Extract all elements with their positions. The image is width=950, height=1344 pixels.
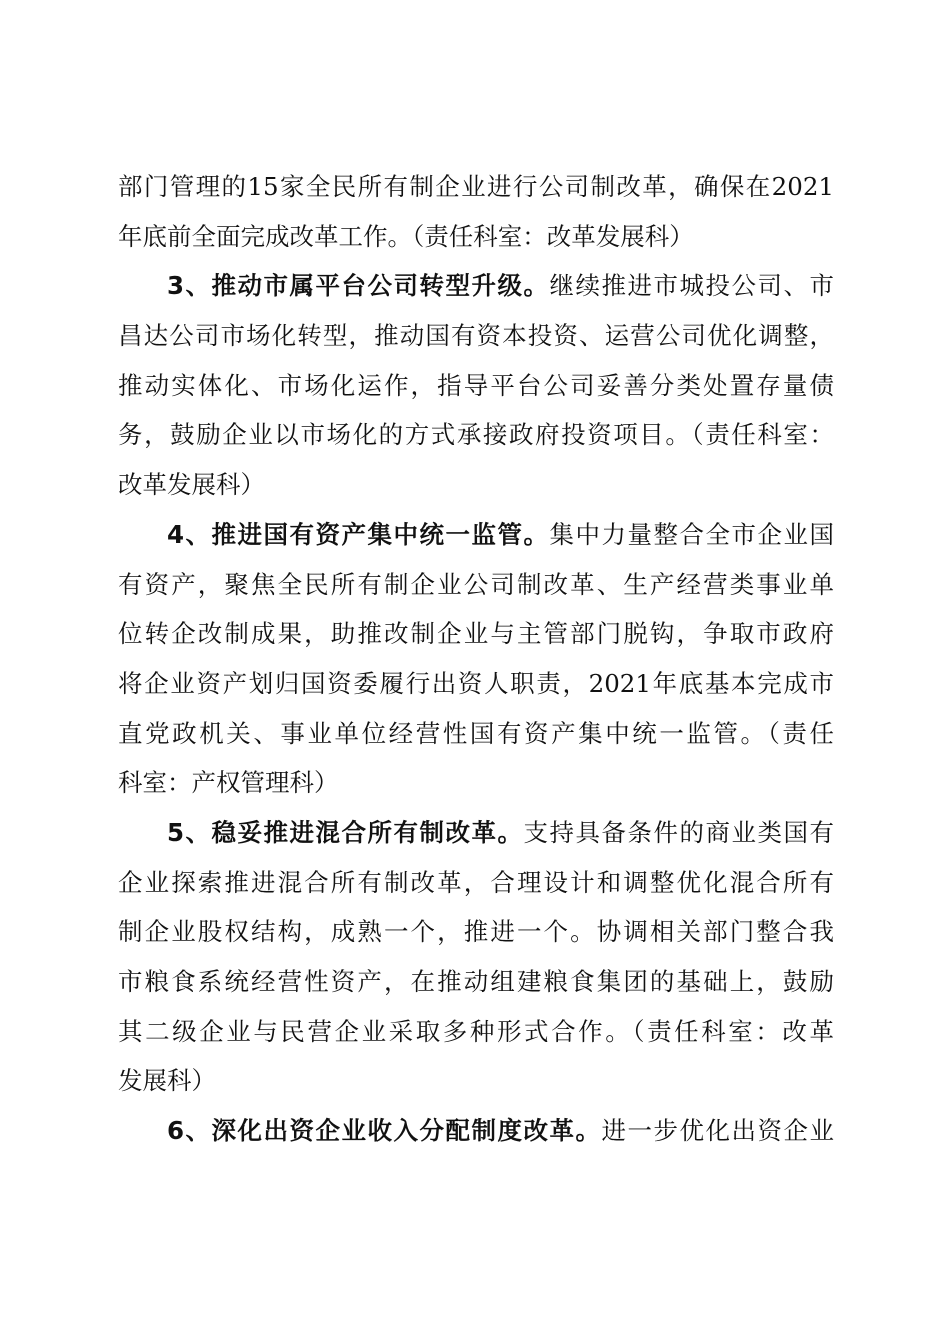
- line-text: 发展科）: [118, 1066, 216, 1096]
- paragraph-line: [118, 758, 834, 808]
- paragraph-line: [118, 361, 834, 411]
- paragraph-line: [118, 1007, 834, 1057]
- section-heading-line: [118, 808, 834, 858]
- paragraph-line: [118, 1056, 834, 1106]
- line-text: 直党政机关、事业单位经营性国有资产集中统一监管。（责任: [118, 718, 834, 748]
- line-text: 有资产，聚焦全民所有制企业公司制改革、生产经营类事业单: [118, 569, 834, 599]
- line-text: 推动实体化、市场化运作，指导平台公司妥善分类处置存量债: [118, 370, 834, 400]
- paragraph-line: [118, 659, 834, 709]
- section-heading-line: [118, 510, 834, 560]
- paragraph-line: [118, 460, 834, 510]
- line-text: 支持具备条件的商业类国有: [523, 817, 834, 847]
- line-text: 年底前全面完成改革工作。（责任科室：改革发展科）: [118, 221, 694, 251]
- section-heading: 3、推动市属平台公司转型升级。: [167, 271, 550, 301]
- document-body: [118, 162, 834, 1156]
- paragraph-line: [118, 311, 834, 361]
- section-heading: 5、稳妥推进混合所有制改革。: [167, 817, 524, 847]
- line-text: 继续推进市城投公司、市: [549, 271, 834, 301]
- paragraph-line: [118, 858, 834, 908]
- line-text: 其二级企业与民营企业采取多种形式合作。（责任科室：改革: [118, 1016, 834, 1046]
- line-text: 集中力量整合全市企业国: [549, 519, 834, 549]
- paragraph-line: [118, 212, 834, 262]
- paragraph-line: [118, 410, 834, 460]
- line-text: 昌达公司市场化转型，推动国有资本投资、运营公司优化调整，: [118, 321, 834, 351]
- line-text: 部门管理的15家全民所有制企业进行公司制改革，确保在2021: [118, 172, 834, 201]
- line-text: 改革发展科）: [118, 470, 265, 500]
- line-text: 务，鼓励企业以市场化的方式承接政府投资项目。（责任科室：: [118, 420, 834, 450]
- section-heading-line: [118, 1106, 834, 1156]
- line-text: 将企业资产划归国资委履行出资人职责，2021年底基本完成市: [118, 668, 834, 698]
- line-text: 科室：产权管理科）: [118, 768, 339, 798]
- section-heading: 4、推进国有资产集中统一监管。: [167, 519, 550, 549]
- paragraph-line: [118, 560, 834, 610]
- paragraph-line: [118, 609, 834, 659]
- line-text: 位转企改制成果，助推改制企业与主管部门脱钩，争取市政府: [118, 619, 834, 649]
- line-text: 企业探索推进混合所有制改革，合理设计和调整优化混合所有: [118, 867, 834, 897]
- paragraph-line: [118, 162, 834, 212]
- paragraph-line: [118, 907, 834, 957]
- line-text: 进一步优化出资企业: [601, 1116, 834, 1146]
- section-heading-line: [118, 261, 834, 311]
- paragraph-line: [118, 957, 834, 1007]
- section-heading: 6、深化出资企业收入分配制度改革。: [167, 1116, 602, 1146]
- line-text: 制企业股权结构，成熟一个，推进一个。协调相关部门整合我: [118, 917, 834, 947]
- line-text: 市粮食系统经营性资产，在推动组建粮食集团的基础上，鼓励: [118, 967, 834, 996]
- paragraph-line: [118, 709, 834, 759]
